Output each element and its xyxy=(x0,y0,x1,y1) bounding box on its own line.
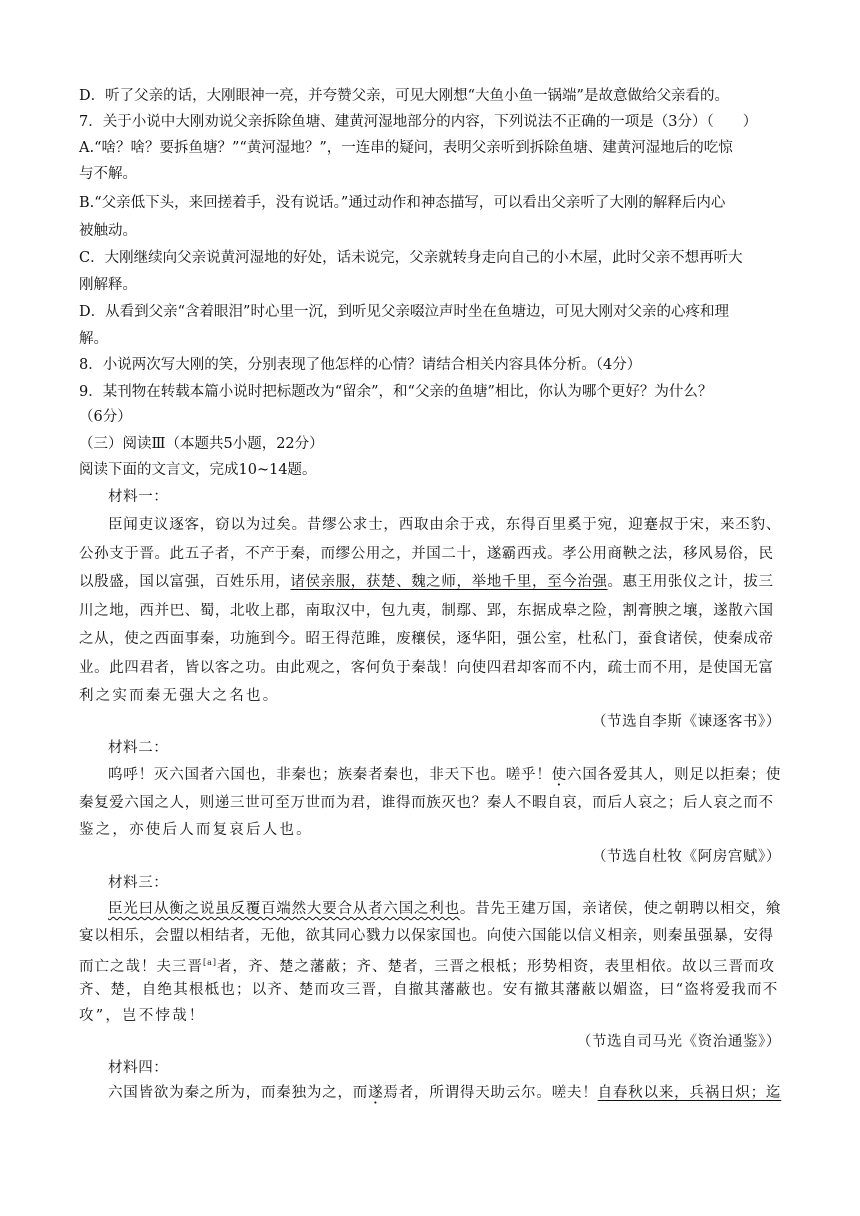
material-1-line: 川之地，西并巴、蜀，北收上郡，南取汉中，包九夷，制鄢、郢，东据成皋之险，割膏腴之壤，遂散六国 xyxy=(79,603,774,619)
material-1-line: 业。此四君者，皆以客之功。由此观之，客何负于秦哉！向使四君却客而不内，疏士而不用，是使国无富 xyxy=(79,660,774,676)
q7-option-c: C．大刚继续向父亲说黄河湿地的好处，话未说完，父亲就转身走向自己的小木屋，此时父亲不想再听大 xyxy=(79,250,743,266)
material-1-line: 公孙支于晋。此五子者，不产于秦，而缪公用之，并国二十，遂霸西戎。孝公用商鞅之法，移风易俗，民 xyxy=(79,546,774,562)
material-1-line: 臣闻吏议逐客，窃以为过矣。昔缪公求士，西取由余于戎，东得百里奚于宛，迎蹇叔于宋，来丕豹、 xyxy=(108,517,782,533)
material-4-label: 材料四： xyxy=(108,1060,169,1076)
q7-option-a: A.“啥？啥？要拆鱼塘？”“黄河湿地？”，一连串的疑问，表明父亲听到拆除鱼塘、建黄河湿地后的吃惊 xyxy=(79,140,733,156)
underlined-sentence: 诸侯亲服，获楚、魏之师，举地千里，至今治强 xyxy=(290,574,608,590)
material-2-label: 材料二： xyxy=(108,740,169,756)
q7-option-a-cont: 与不解。 xyxy=(79,166,137,182)
material-3-source: （节选自司马光《资治通鉴》） xyxy=(576,1034,781,1050)
wavy-underlined-sentence: 臣光曰从衡之说虽反覆百端然大要合从者六国之利也 xyxy=(108,901,460,917)
footnote-marker: [a] xyxy=(203,958,218,967)
material-2-line: 鉴之，亦使后人而复哀后人也。 xyxy=(79,822,313,838)
material-1-line: 以殷盛，国以富强，百姓乐用，诸侯亲服，获楚、魏之师，举地千里，至今治强。惠王用张仪之计，拔三 xyxy=(79,574,774,590)
q7-option-d-cont: 解。 xyxy=(79,331,108,347)
material-1-label: 材料一： xyxy=(108,489,169,505)
material-2-source: （节选自杜牧《阿房宫赋》） xyxy=(591,849,781,865)
material-1-source: （节选自李斯《谏逐客书》） xyxy=(591,714,781,730)
q6-option-d: D．听了父亲的话，大刚眼神一亮，并夸赞父亲，可见大刚想“大鱼小鱼一锅端”是故意做给父亲看的。 xyxy=(79,88,729,104)
material-1-line: 利之实而秦无强大之名也。 xyxy=(79,688,280,704)
underlined-sentence: 自春秋以来，兵祸日炽；迄 xyxy=(597,1085,782,1101)
q7-option-c-cont: 刚解释。 xyxy=(79,277,137,293)
material-2-line: 秦复爱六国之人，则递三世可至万世而为君，谁得而族灭也？秦人不暇自哀，而后人哀之；后人哀之而不 xyxy=(79,795,774,811)
material-3-line: 攻”，岂不悖哉！ xyxy=(79,1008,206,1024)
q8: 8．小说两次写大刚的笑，分别表现了他怎样的心情？请结合相关内容具体分析。（4分） xyxy=(79,357,642,373)
q7-stem: 7．关于小说中大刚劝说父亲拆除鱼塘、建黄河湿地部分的内容，下列说法不正确的一项是（3分）（ ） xyxy=(79,114,758,130)
material-3-line: 齐、楚，自绝其根柢也；以齐、楚而攻三晋，自撤其藩蔽也。安有撤其藩蔽以媚盗，曰“盗将爱我而不 xyxy=(79,982,779,998)
instruction: 阅读下面的文言文，完成10~14题。 xyxy=(79,462,317,478)
q7-option-b-cont: 被触动。 xyxy=(79,223,137,239)
q7-option-b: B.“父亲低下头，来回搓着手，没有说话。”通过动作和神态描写，可以看出父亲听了大刚的解释后内心 xyxy=(79,195,726,211)
material-3-line: 而亡之哉！夫三晋[a]者，齐、楚之藩蔽；齐、楚者，三晋之根柢；形势相资，表里相依。故以三晋而攻 xyxy=(79,958,776,975)
material-4-line: 六国皆欲为秦之所为，而秦独为之，而遂焉者，所谓得天助云尔。嗟夫！自春秋以来，兵祸日炽；迄 xyxy=(108,1085,782,1101)
dotted-char: 使 xyxy=(551,767,568,783)
q7-option-d: D．从看到父亲“含着眼泪”时心里一沉，到听见父亲啜泣声时坐在鱼塘边，可见大刚对父亲的心疼和理 xyxy=(79,304,729,320)
material-1-line: 之从，使之西面事秦，功施到今。昭王得范雎，废穰侯，逐华阳，强公室，杜私门，蚕食诸侯，使秦成帝 xyxy=(79,631,774,647)
material-3-label: 材料三： xyxy=(108,875,169,891)
dotted-char: 遂 xyxy=(368,1085,384,1101)
q9-points: （6分） xyxy=(79,409,132,425)
section-heading: （三）阅读Ⅲ（本题共5小题，22分） xyxy=(79,436,324,452)
material-3-line: 宴以相乐，会盟以相结者，无他，欲其同心戮力以保家国也。向使六国能以信义相亲，则秦虽强暴，安得 xyxy=(79,928,774,944)
q9: 9．某刊物在转载本篇小说时把标题改为“留余”，和“父亲的鱼塘”相比，你认为哪个更好？为什么？ xyxy=(79,384,713,400)
material-3-line: 臣光曰从衡之说虽反覆百端然大要合从者六国之利也。昔先王建万国，亲诸侯，使之朝聘以相交，飨 xyxy=(108,901,782,917)
material-2-line: 呜呼！灭六国者六国也，非秦也；族秦者秦也，非天下也。嗟乎！使六国各爱其人，则足以拒秦；使 xyxy=(108,767,782,783)
